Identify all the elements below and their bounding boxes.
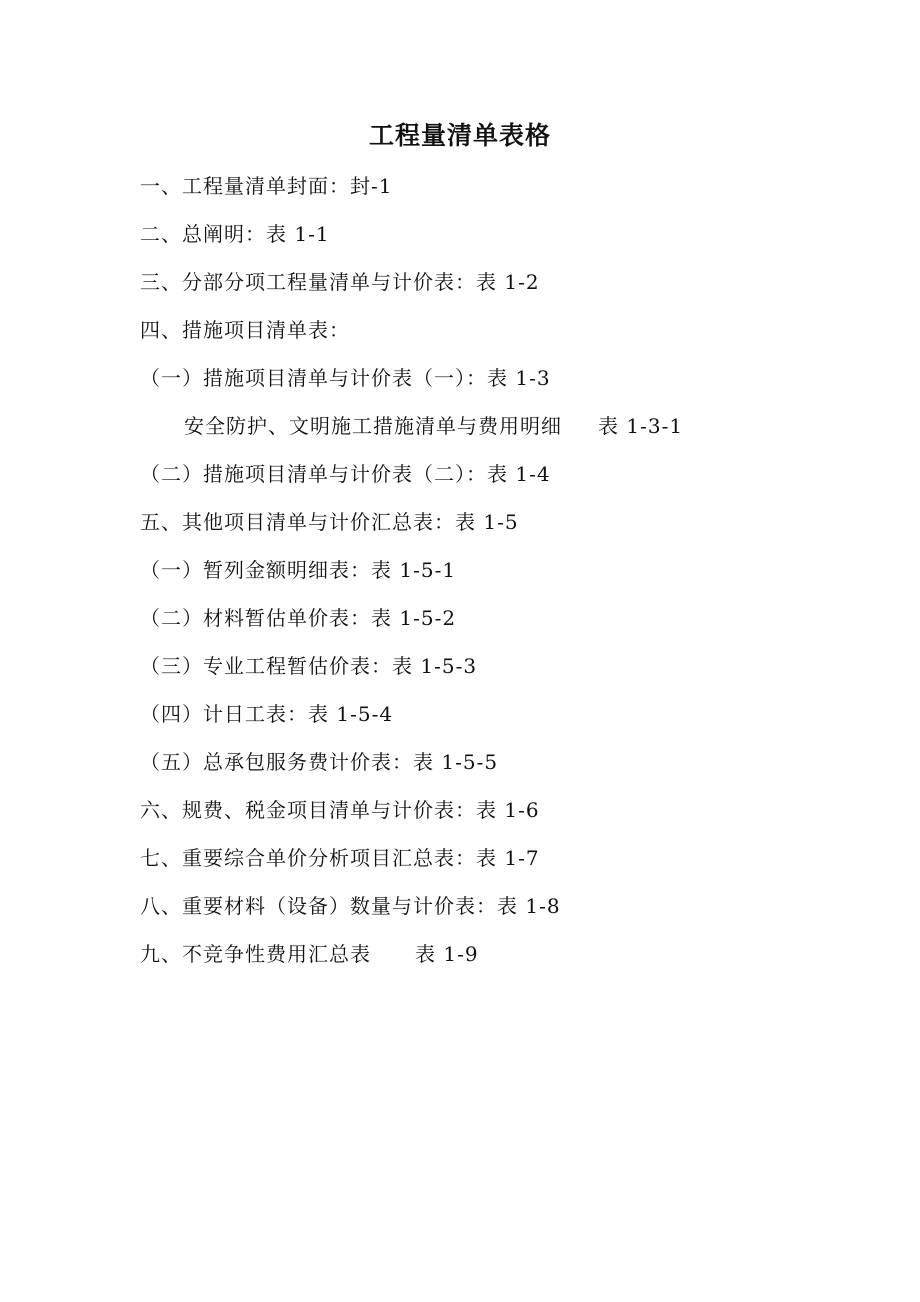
safety-measures-text: 安全防护、文明施工措施清单与费用明细 bbox=[184, 414, 562, 438]
list-item-other-items: 五、其他项目清单与计价汇总表：表 1-5 bbox=[140, 510, 519, 534]
list-item-safety-measures bbox=[184, 410, 683, 442]
list-item-materials-quantity: 八、重要材料（设备）数量与计价表：表 1-8 bbox=[140, 894, 561, 918]
list-item-general-contract-fee: （五）总承包服务费计价表：表 1-5-5 bbox=[140, 750, 499, 774]
list-item-general-notes: 二、总阐明：表 1-1 bbox=[140, 222, 330, 246]
safety-measures-ref: 表 1-3-1 bbox=[598, 414, 684, 438]
list-item-sub-items: 三、分部分项工程量清单与计价表：表 1-2 bbox=[140, 270, 540, 294]
page-title: 工程量清单表格 bbox=[368, 121, 551, 150]
list-item-measures-heading: 四、措施项目清单表： bbox=[140, 318, 350, 342]
list-item-specialist-estimate: （三）专业工程暂估价表：表 1-5-3 bbox=[140, 654, 478, 678]
list-item-cover: 一、工程量清单封面：封-1 bbox=[140, 174, 393, 198]
list-item-non-competitive-fees bbox=[140, 938, 479, 970]
list-item-measures-1: （一）措施项目清单与计价表（一）：表 1-3 bbox=[140, 366, 551, 390]
list-item-provisional-sum: （一）暂列金额明细表：表 1-5-1 bbox=[140, 558, 457, 582]
non-competitive-fees-ref: 表 1-9 bbox=[415, 942, 479, 966]
list-item-measures-2: （二）措施项目清单与计价表（二）：表 1-4 bbox=[140, 462, 551, 486]
list-item-daywork: （四）计日工表：表 1-5-4 bbox=[140, 702, 394, 726]
list-item-fees-taxes: 六、规费、税金项目清单与计价表：表 1-6 bbox=[140, 798, 540, 822]
list-item-material-estimate: （二）材料暂估单价表：表 1-5-2 bbox=[140, 606, 457, 630]
list-item-unit-price-analysis: 七、重要综合单价分析项目汇总表：表 1-7 bbox=[140, 846, 540, 870]
non-competitive-fees-text: 九、不竞争性费用汇总表 bbox=[140, 942, 371, 966]
